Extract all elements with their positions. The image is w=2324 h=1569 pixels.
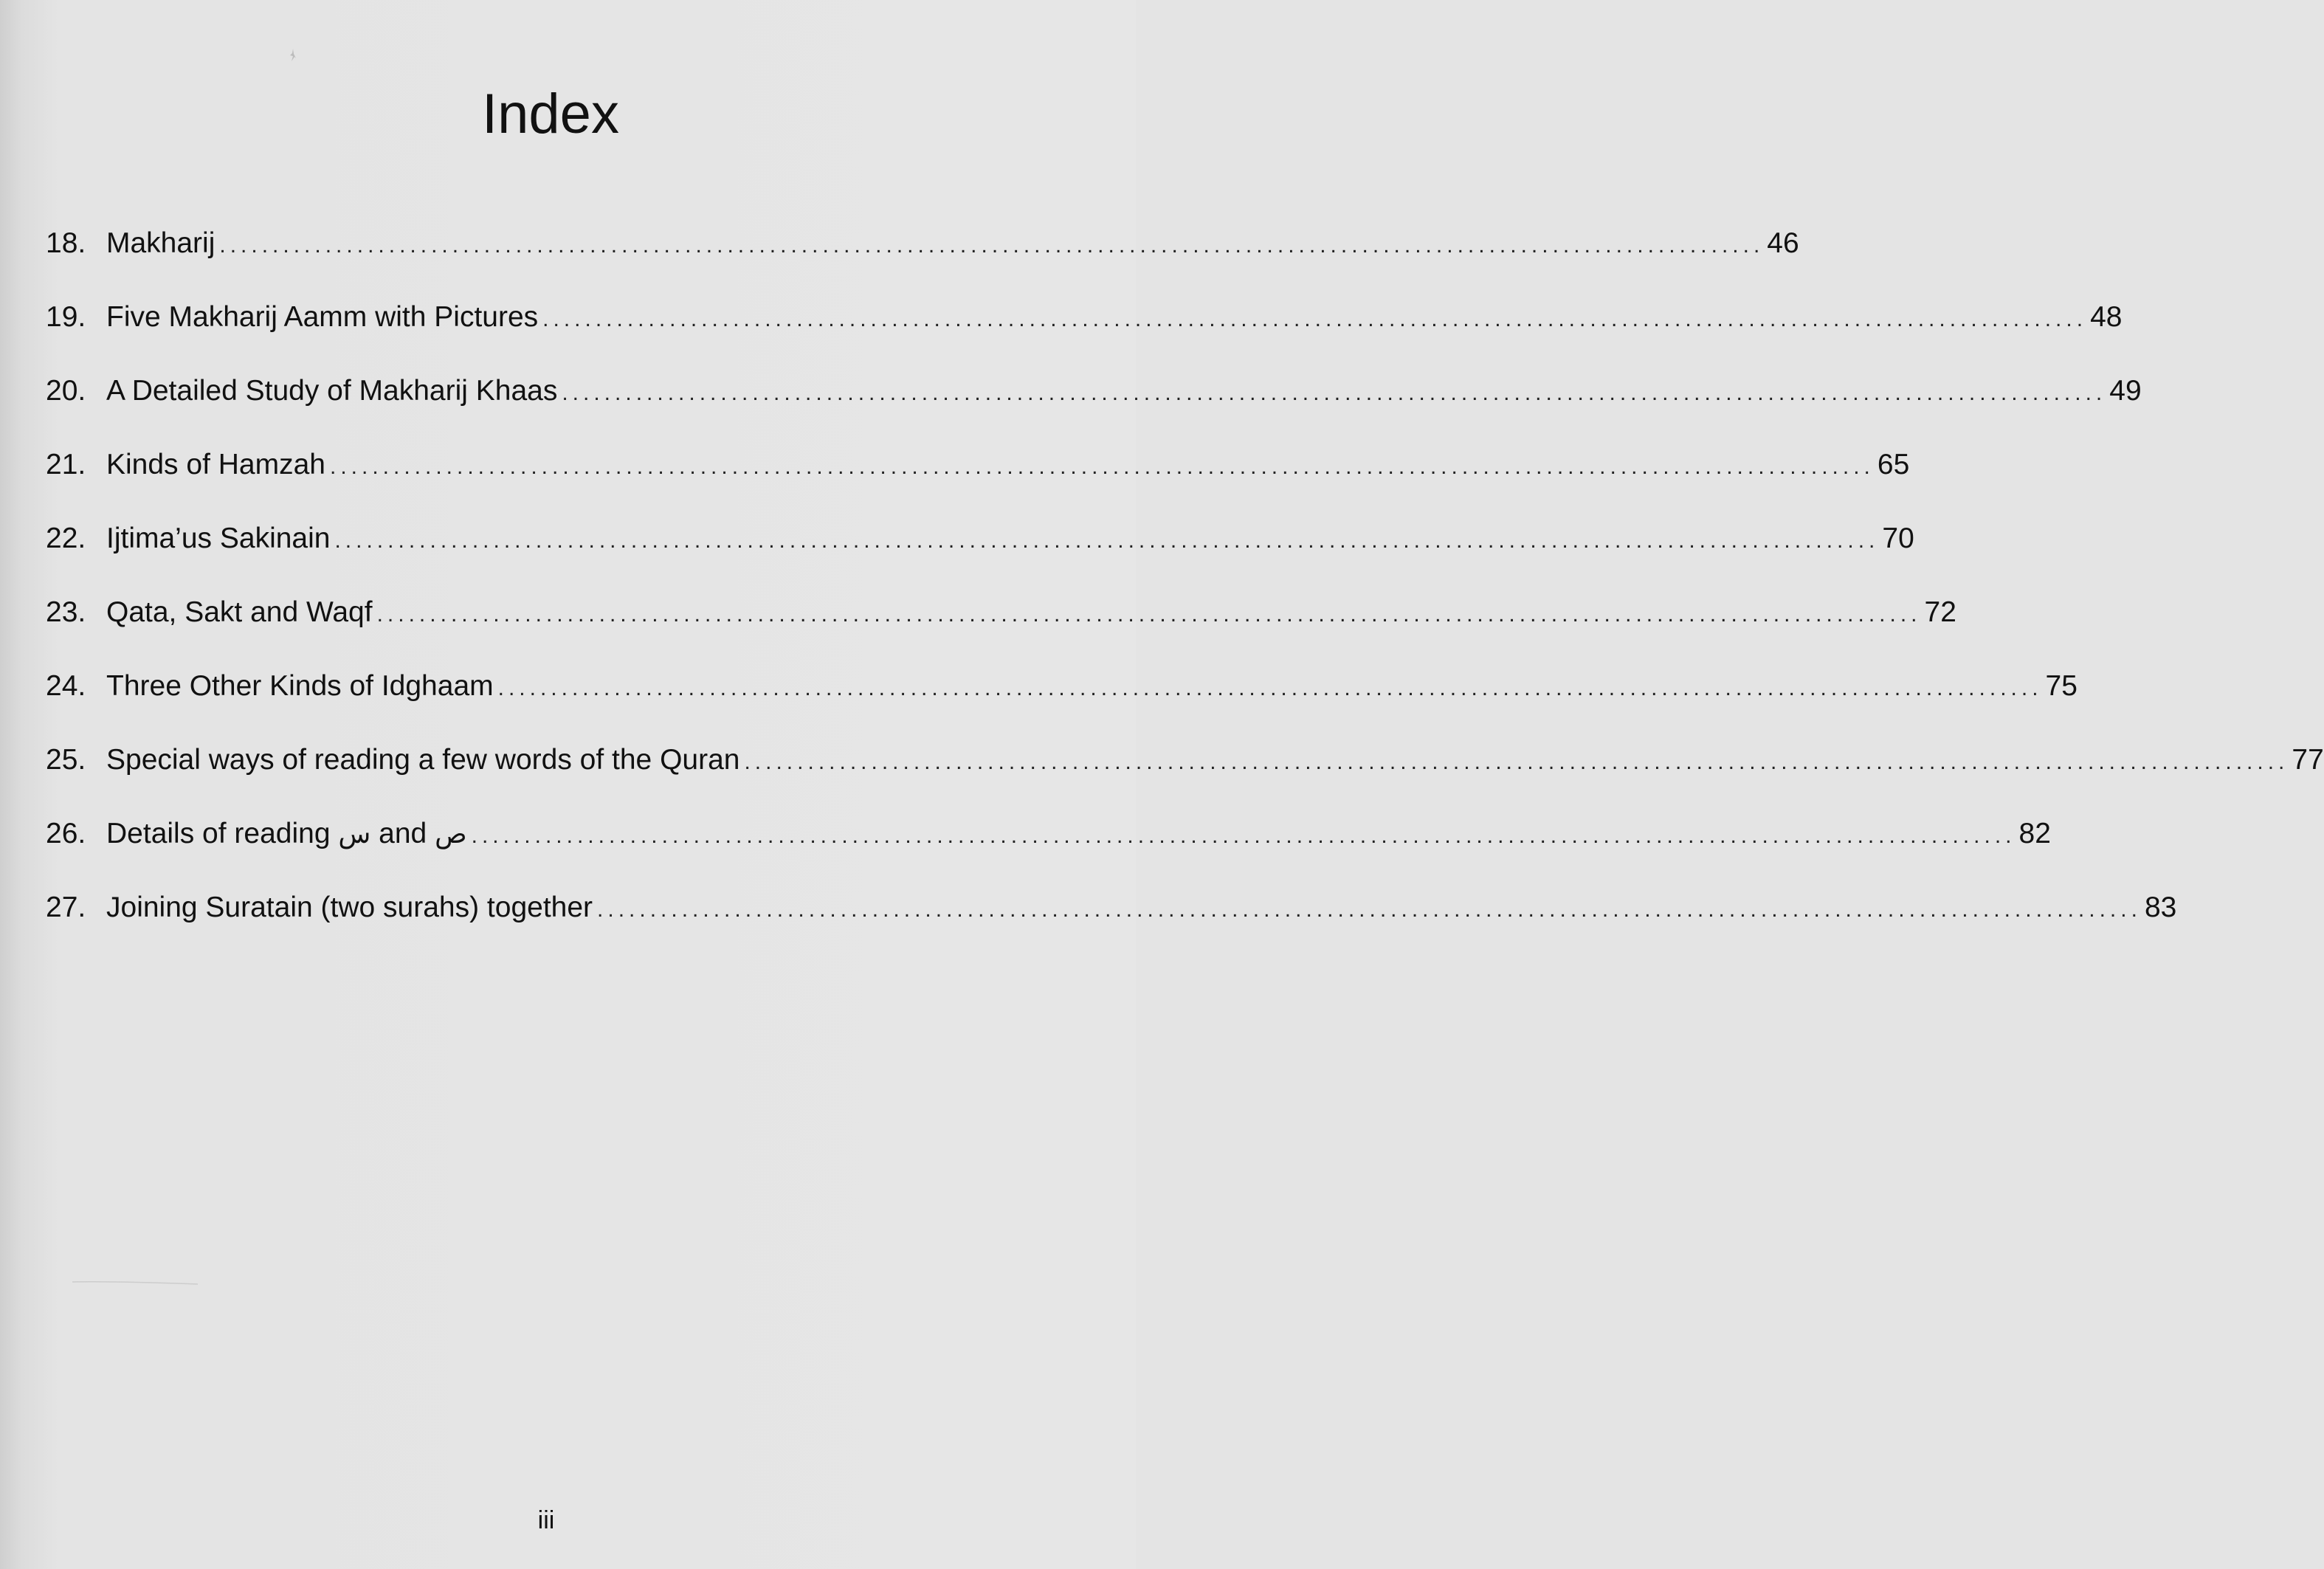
- index-entry: [46, 738, 2324, 812]
- index-entry: [46, 590, 1956, 664]
- entry-label: Ijtima’us Sakinain: [106, 523, 331, 554]
- index-entry: [46, 369, 2142, 443]
- entry-label: Makharij: [106, 227, 215, 259]
- index-entry: [46, 664, 2078, 738]
- entry-label: A Detailed Study of Makharij Khaas: [106, 375, 558, 407]
- index-entry: [46, 517, 1914, 590]
- entry-page: 48: [2090, 301, 2123, 333]
- paper-scratch: [72, 1280, 198, 1285]
- entry-label: Three Other Kinds of Idghaam: [106, 670, 494, 702]
- index-entry: [46, 443, 1910, 517]
- paper-speck: [289, 49, 297, 62]
- entry-number: 24.: [46, 670, 86, 702]
- dot-leader: ..................................................................................................................................................: [744, 750, 2289, 774]
- dot-leader: ..................................................................................................................................................: [542, 307, 2088, 331]
- entry-page: 65: [1877, 449, 1910, 480]
- index-entry: [46, 812, 2051, 886]
- entry-label-start: Details of reading: [106, 818, 331, 849]
- entry-page: 72: [1924, 596, 1956, 628]
- entry-page: 70: [1882, 523, 1914, 554]
- entry-page: 49: [2109, 375, 2142, 407]
- entry-number: 19.: [46, 301, 86, 333]
- entry-number: 21.: [46, 449, 86, 480]
- entry-label: Joining Suratain (two surahs) together: [106, 892, 593, 923]
- page-number: iii: [537, 1506, 555, 1534]
- index-entry: [46, 886, 2177, 959]
- entry-page: 77: [2292, 744, 2324, 776]
- entry-number: 22.: [46, 523, 86, 554]
- dot-leader: ..................................................................................................................................................: [497, 676, 2043, 700]
- entry-number: 25.: [46, 744, 86, 776]
- entry-page: 75: [2045, 670, 2078, 702]
- entry-number: 23.: [46, 596, 86, 628]
- entry-number: 20.: [46, 375, 86, 407]
- index-list: [46, 221, 2324, 959]
- dot-leader: ..................................................................................................................................................: [562, 381, 2107, 405]
- entry-number: 26.: [46, 818, 86, 849]
- arabic-letter-seen: س: [338, 819, 371, 849]
- entry-label: [106, 812, 467, 857]
- dot-leader: ..................................................................................................................................................: [597, 897, 2142, 922]
- dot-leader: ..................................................................................................................................................: [471, 824, 2016, 848]
- dot-leader: ..................................................................................................................................................: [334, 528, 1880, 553]
- entry-page: 82: [2018, 818, 2051, 849]
- entry-label: Qata, Sakt and Waqf: [106, 596, 373, 628]
- entry-number: 27.: [46, 892, 86, 923]
- index-entry: [46, 221, 1799, 295]
- index-entry: [46, 295, 2123, 369]
- entry-page: 83: [2144, 892, 2177, 923]
- entry-label: Five Makharij Aamm with Pictures: [106, 301, 539, 333]
- dot-leader: ..................................................................................................................................................: [219, 233, 1765, 258]
- entry-label: Special ways of reading a few words of the Quran: [106, 744, 740, 776]
- arabic-letter-saad: ص: [435, 819, 467, 849]
- page-title: Index: [482, 83, 619, 145]
- entry-page: 46: [1767, 227, 1799, 259]
- dot-leader: ..................................................................................................................................................: [376, 602, 1922, 627]
- entry-label: Kinds of Hamzah: [106, 449, 325, 480]
- dot-leader: ..................................................................................................................................................: [329, 455, 1875, 479]
- entry-number: 18.: [46, 227, 86, 259]
- entry-label-conjunction: and: [379, 818, 427, 849]
